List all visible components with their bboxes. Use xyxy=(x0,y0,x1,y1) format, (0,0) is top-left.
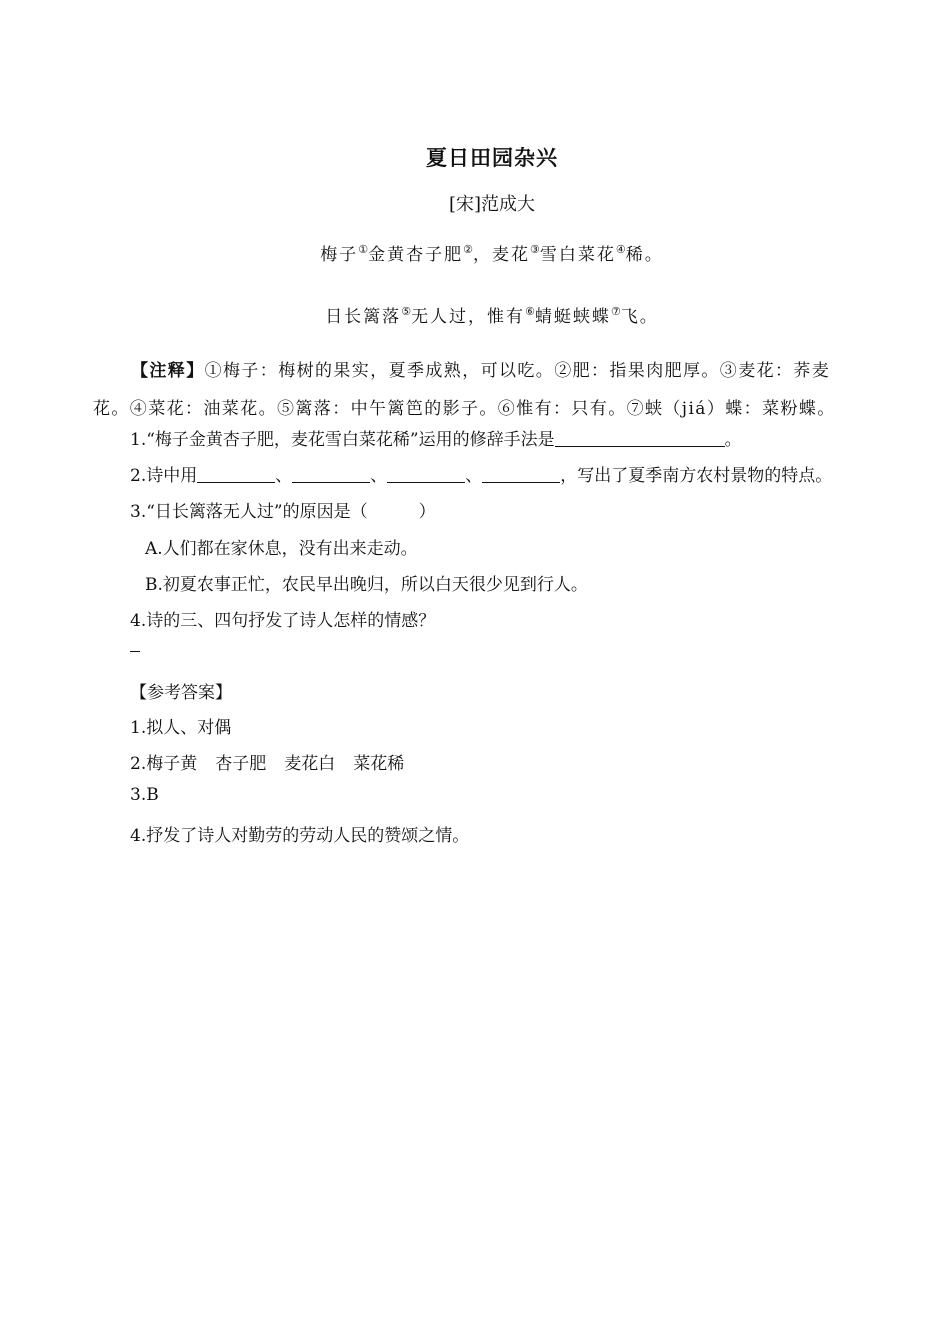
answer-3: 3.B xyxy=(130,785,159,805)
poem-line-2: 日长篱落⑤无人过，惟有⑥蜻蜓蛱蝶⑦飞。 xyxy=(325,305,659,327)
answers-heading: 【参考答案】 xyxy=(130,683,232,703)
question-3: 3.“日长篱落无人过”的原因是（ ） xyxy=(130,502,436,522)
poem-line-1: 梅子①金黄杏子肥②，麦花③雪白菜花④稀。 xyxy=(320,243,664,265)
answer-1: 1.拟人、对偶 xyxy=(130,718,232,738)
answer-blank[interactable] xyxy=(292,466,370,483)
question-1: 1.“梅子金黄杏子肥，麦花雪白菜花稀”运用的修辞手法是 。 xyxy=(130,430,742,450)
question-4: 4.诗的三、四句抒发了诗人怎样的情感？ xyxy=(130,611,436,631)
document-title: 夏日田园杂兴 xyxy=(426,146,558,170)
question-3-option-a: A.人们都在家休息，没有出来走动。 xyxy=(145,539,418,559)
annotation-notes xyxy=(93,352,863,428)
question-3-option-b: B.初夏农事正忙，农民早出晚归，所以白天很少见到行人。 xyxy=(145,575,588,595)
poem-author: [宋]范成大 xyxy=(448,194,536,215)
answer-blank[interactable] xyxy=(555,430,725,447)
question-2: 2.诗中用 、 、 、 ，写出了夏季南方农村景物的特点。 xyxy=(130,466,833,486)
notes-label: 【注释】 xyxy=(131,361,205,381)
answer-blank[interactable] xyxy=(482,466,560,483)
answer-blank[interactable] xyxy=(387,466,465,483)
notes-text: ①梅子：梅树的果实，夏季成熟，可以吃。②肥：指果肉肥厚。③麦花：荞麦花。④菜花：油菜花。⑤篱落：中午篱笆的影子。⑥惟有：只有。⑦蛱（jiá）蝶：菜粉蝶。 xyxy=(93,361,836,419)
answer-4: 4.抒发了诗人对勤劳的劳动人民的赞颂之情。 xyxy=(130,826,470,846)
answer-line xyxy=(130,651,140,652)
answer-2: 2.梅子黄 杏子肥 麦花白 菜花稀 xyxy=(130,754,405,774)
answer-blank[interactable] xyxy=(197,466,275,483)
